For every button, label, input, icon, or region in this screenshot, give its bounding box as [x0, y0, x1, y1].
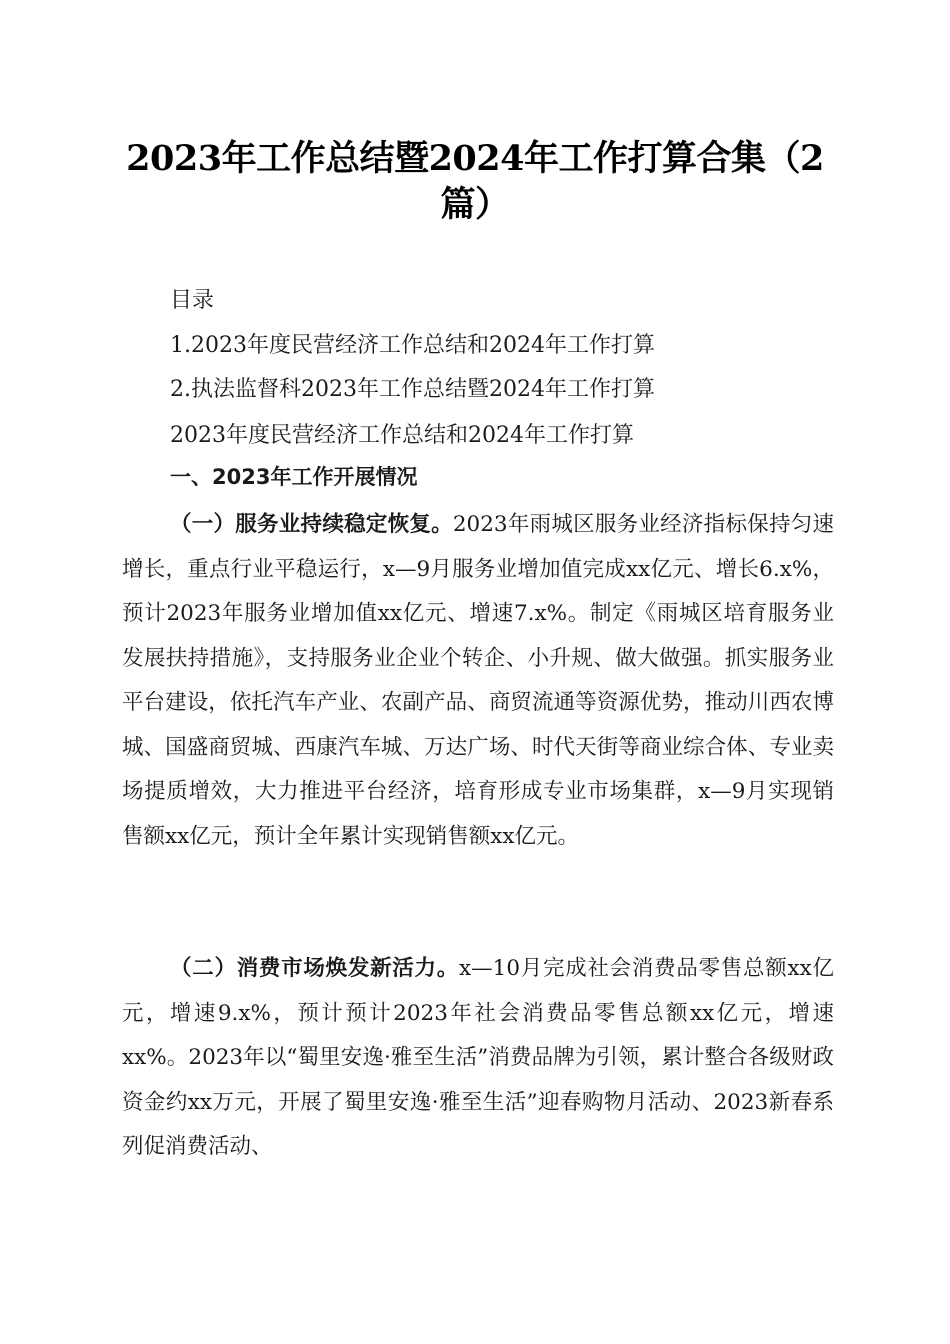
- section-heading: 一、2023年工作开展情况: [170, 465, 418, 489]
- paragraph-body: 2023年雨城区服务业经济指标保持匀速增长，重点行业平稳运行，x—9月服务业增加值完成xx亿元、增长6.x%，预计2023年服务业增加值xx亿元、增速7.x%。制定《雨城区培育服务业发展扶持措施》，支持服务业企业个转企、小升规、做大做强。抓实服务业平台建设，依托汽车产业、农副产品、商贸流通等资源优势，推动川西农博城、国盛商贸城、西康汽车城、万达广场、时代天街等商业综合体、专业卖场提质增效，大力推进平台经济，培育形成专业市场集群，x—9月实现销售额xx亿元，预计全年累计实现销售额xx亿元。: [122, 512, 834, 849]
- paragraph-services: [122, 503, 834, 859]
- paragraph-consumption: [122, 947, 834, 1170]
- paragraph-body: x—10月完成社会消费品零售总额xx亿元，增速9.x%，预计预计2023年社会消费品零售总额xx亿元，增速xx%。2023年以“蜀里安逸·雅至生活”消费品牌为引领，累计整合各级财政资金约xx万元，开展了蜀里安逸·雅至生活”迎春购物月活动、2023新春系列促消费活动、: [122, 956, 834, 1159]
- toc-item-2: 2.执法监督科2023年工作总结暨2024年工作打算: [170, 377, 655, 402]
- toc-heading: 目录: [170, 288, 215, 313]
- toc-item-1: 1.2023年度民营经济工作总结和2024年工作打算: [170, 333, 655, 358]
- document-title: 2023年工作总结暨2024年工作打算合集（2篇）: [126, 138, 824, 225]
- paragraph-lead: （一）服务业持续稳定恢复。: [170, 512, 453, 537]
- article-title: 2023年度民营经济工作总结和2024年工作打算: [170, 423, 634, 448]
- paragraph-lead: （二）消费市场焕发新活力。: [170, 956, 460, 981]
